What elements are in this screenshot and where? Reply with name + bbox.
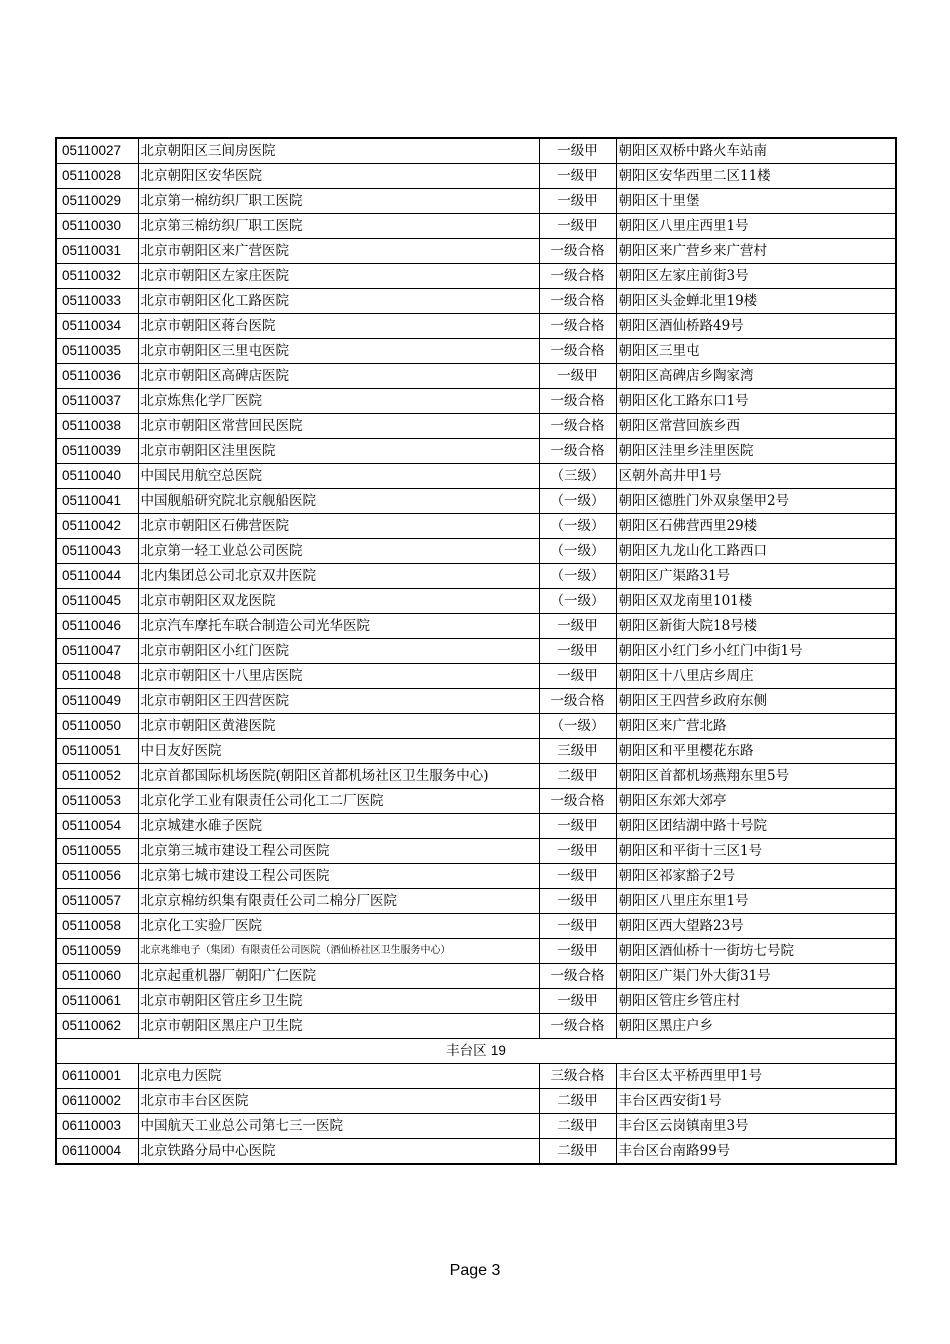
table-row [56,1139,896,1165]
table-row [56,964,896,989]
hospital-name-cell: 中国民用航空总医院 [138,464,539,489]
table-row [56,264,896,289]
hospital-name-cell: 北内集团总公司北京双井医院 [138,564,539,589]
table-row [56,539,896,564]
table-row [56,764,896,789]
hospital-name-cell: 北京市朝阳区王四营医院 [138,689,539,714]
hospital-name-cell: 中国舰船研究院北京舰船医院 [138,489,539,514]
hospital-name-cell: 北京市朝阳区黑庄户卫生院 [138,1014,539,1039]
hospital-name-cell: 北京市朝阳区蒋台医院 [138,314,539,339]
hospital-level-cell: 一级合格 [539,264,616,289]
hospital-code-cell: 05110034 [56,314,138,339]
hospital-address-cell: 朝阳区十里堡 [616,189,896,214]
table-row [56,689,896,714]
hospital-address-cell: 朝阳区石佛营西里29楼 [616,514,896,539]
section-district-name: 丰台区 [446,1043,487,1059]
table-row [56,1114,896,1139]
section-hospital-count: 19 [490,1043,506,1058]
table-row [56,914,896,939]
hospital-level-cell: （一级） [539,539,616,564]
hospital-address-cell: 朝阳区化工路东口1号 [616,389,896,414]
hospital-code-cell: 06110001 [56,1064,138,1089]
hospital-level-cell: 一级合格 [539,439,616,464]
table-row [56,514,896,539]
table-row [56,864,896,889]
hospital-name-cell: 北京起重机器厂朝阳广仁医院 [138,964,539,989]
hospital-level-cell: 一级甲 [539,914,616,939]
hospital-name-cell: 北京第三棉纺织厂职工医院 [138,214,539,239]
hospital-code-cell: 05110051 [56,739,138,764]
hospital-address-cell: 朝阳区洼里乡洼里医院 [616,439,896,464]
page-number: Page 3 [449,1262,501,1279]
section-header-cell [56,1039,896,1064]
hospital-level-cell: 一级合格 [539,389,616,414]
table-row [56,1089,896,1114]
hospital-name-cell: 北京市朝阳区十八里店医院 [138,664,539,689]
hospital-name-cell: 北京市朝阳区洼里医院 [138,439,539,464]
hospital-table [55,137,897,1165]
hospital-address-cell: 朝阳区管庄乡管庄村 [616,989,896,1014]
hospital-address-cell: 朝阳区来广营乡来广营村 [616,239,896,264]
table-row [56,789,896,814]
hospital-name-cell: 北京朝阳区三间房医院 [138,138,539,164]
table-row [56,364,896,389]
hospital-name-cell: 北京朝阳区安华医院 [138,164,539,189]
hospital-name-cell: 北京市丰台区医院 [138,1089,539,1114]
hospital-level-cell: 一级甲 [539,138,616,164]
hospital-level-cell: 一级合格 [539,289,616,314]
hospital-address-cell: 朝阳区安华西里二区11楼 [616,164,896,189]
hospital-address-cell: 朝阳区三里屯 [616,339,896,364]
hospital-name-cell: 北京电力医院 [138,1064,539,1089]
hospital-level-cell: （一级） [539,589,616,614]
table-row [56,639,896,664]
hospital-address-cell: 朝阳区双桥中路火车站南 [616,138,896,164]
hospital-code-cell: 05110045 [56,589,138,614]
hospital-address-cell: 朝阳区十八里店乡周庄 [616,664,896,689]
hospital-code-cell: 05110039 [56,439,138,464]
hospital-level-cell: 一级合格 [539,339,616,364]
hospital-code-cell: 05110060 [56,964,138,989]
hospital-address-cell: 朝阳区首都机场燕翔东里5号 [616,764,896,789]
hospital-level-cell: 一级合格 [539,239,616,264]
hospital-code-cell: 06110002 [56,1089,138,1114]
hospital-code-cell: 05110028 [56,164,138,189]
hospital-name-cell: 北京市朝阳区来广营医院 [138,239,539,264]
table-row [56,414,896,439]
hospital-name-cell: 北京市朝阳区小红门医院 [138,639,539,664]
hospital-name-cell: 中日友好医院 [138,739,539,764]
table-row [56,339,896,364]
hospital-address-cell: 朝阳区和平街十三区1号 [616,839,896,864]
hospital-level-cell: （三级） [539,464,616,489]
hospital-address-cell: 朝阳区高碑店乡陶家湾 [616,364,896,389]
table-row [56,664,896,689]
hospital-level-cell: 一级甲 [539,814,616,839]
hospital-table-body [56,138,896,1164]
hospital-code-cell: 05110046 [56,614,138,639]
hospital-code-cell: 05110032 [56,264,138,289]
hospital-level-cell: 一级合格 [539,964,616,989]
hospital-level-cell: 一级合格 [539,414,616,439]
hospital-level-cell: 一级甲 [539,189,616,214]
hospital-code-cell: 05110061 [56,989,138,1014]
hospital-address-cell: 朝阳区酒仙桥路49号 [616,314,896,339]
hospital-address-cell: 丰台区太平桥西里甲1号 [616,1064,896,1089]
hospital-code-cell: 05110049 [56,689,138,714]
hospital-address-cell: 朝阳区左家庄前街3号 [616,264,896,289]
hospital-address-cell: 朝阳区常营回族乡西 [616,414,896,439]
hospital-level-cell: 一级甲 [539,214,616,239]
hospital-level-cell: （一级） [539,489,616,514]
hospital-name-cell: 北京市朝阳区左家庄医院 [138,264,539,289]
hospital-address-cell: 朝阳区德胜门外双泉堡甲2号 [616,489,896,514]
hospital-address-cell: 朝阳区小红门乡小红门中街1号 [616,639,896,664]
hospital-code-cell: 05110047 [56,639,138,664]
hospital-address-cell: 朝阳区头金蝉北里19楼 [616,289,896,314]
hospital-level-cell: （一级） [539,514,616,539]
hospital-address-cell: 朝阳区和平里樱花东路 [616,739,896,764]
hospital-code-cell: 05110043 [56,539,138,564]
hospital-code-cell: 05110027 [56,138,138,164]
hospital-code-cell: 06110003 [56,1114,138,1139]
hospital-name-cell: 北京市朝阳区黄港医院 [138,714,539,739]
hospital-code-cell: 05110036 [56,364,138,389]
table-row [56,489,896,514]
table-row [56,389,896,414]
table-row [56,889,896,914]
hospital-name-cell: 北京化工实验厂医院 [138,914,539,939]
hospital-code-cell: 05110054 [56,814,138,839]
hospital-level-cell: 一级甲 [539,839,616,864]
hospital-level-cell: 一级甲 [539,639,616,664]
table-row [56,739,896,764]
hospital-code-cell: 05110044 [56,564,138,589]
hospital-address-cell: 朝阳区新街大院18号楼 [616,614,896,639]
table-row [56,189,896,214]
hospital-code-cell: 05110042 [56,514,138,539]
hospital-level-cell: 一级甲 [539,364,616,389]
hospital-level-cell: 一级合格 [539,1014,616,1039]
hospital-code-cell: 05110059 [56,939,138,964]
hospital-code-cell: 05110038 [56,414,138,439]
section-header-row [56,1039,896,1064]
hospital-address-cell: 丰台区西安街1号 [616,1089,896,1114]
table-row [56,138,896,164]
hospital-name-cell: 北京首都国际机场医院(朝阳区首都机场社区卫生服务中心) [138,764,539,789]
hospital-address-cell: 丰台区云岗镇南里3号 [616,1114,896,1139]
hospital-name-cell: 北京市朝阳区常营回民医院 [138,414,539,439]
hospital-code-cell: 05110035 [56,339,138,364]
hospital-code-cell: 06110004 [56,1139,138,1165]
hospital-address-cell: 朝阳区九龙山化工路西口 [616,539,896,564]
hospital-level-cell: （一级） [539,714,616,739]
hospital-address-cell: 朝阳区来广营北路 [616,714,896,739]
hospital-address-cell: 朝阳区团结湖中路十号院 [616,814,896,839]
table-row [56,464,896,489]
hospital-address-cell: 朝阳区八里庄东里1号 [616,889,896,914]
hospital-name-cell: 北京化学工业有限责任公司化工二厂医院 [138,789,539,814]
hospital-level-cell: 一级甲 [539,864,616,889]
table-row [56,289,896,314]
hospital-name-cell: 北京市朝阳区高碑店医院 [138,364,539,389]
table-row [56,989,896,1014]
hospital-code-cell: 05110062 [56,1014,138,1039]
hospital-address-cell: 朝阳区广渠路31号 [616,564,896,589]
hospital-code-cell: 05110048 [56,664,138,689]
hospital-name-cell: 北京第一轻工业总公司医院 [138,539,539,564]
table-row [56,564,896,589]
hospital-level-cell: 一级甲 [539,889,616,914]
table-row [56,239,896,264]
hospital-address-cell: 朝阳区酒仙桥十一街坊七号院 [616,939,896,964]
hospital-name-cell: 北京市朝阳区化工路医院 [138,289,539,314]
hospital-name-cell: 北京市朝阳区管庄乡卫生院 [138,989,539,1014]
table-row [56,589,896,614]
hospital-level-cell: 一级甲 [539,164,616,189]
table-row [56,714,896,739]
hospital-code-cell: 05110031 [56,239,138,264]
hospital-name-cell: 北京京棉纺织集有限责任公司二棉分厂医院 [138,889,539,914]
hospital-code-cell: 05110056 [56,864,138,889]
hospital-level-cell: 一级合格 [539,314,616,339]
hospital-address-cell: 朝阳区王四营乡政府东侧 [616,689,896,714]
hospital-name-cell: 北京汽车摩托车联合制造公司光华医院 [138,614,539,639]
hospital-name-cell: 北京市朝阳区双龙医院 [138,589,539,614]
hospital-address-cell: 朝阳区双龙南里101楼 [616,589,896,614]
hospital-level-cell: 一级甲 [539,664,616,689]
hospital-name-cell: 北京市朝阳区石佛营医院 [138,514,539,539]
hospital-level-cell: 一级甲 [539,614,616,639]
hospital-address-cell: 丰台区台南路99号 [616,1139,896,1165]
hospital-address-cell: 朝阳区黑庄户乡 [616,1014,896,1039]
hospital-level-cell: 二级甲 [539,764,616,789]
table-row [56,1064,896,1089]
hospital-address-cell: 朝阳区广渠门外大街31号 [616,964,896,989]
hospital-name-cell: 中国航天工业总公司第七三一医院 [138,1114,539,1139]
hospital-code-cell: 05110029 [56,189,138,214]
hospital-level-cell: 二级甲 [539,1139,616,1165]
hospital-name-cell: 北京第一棉纺织厂职工医院 [138,189,539,214]
table-row [56,439,896,464]
hospital-level-cell: 一级甲 [539,989,616,1014]
hospital-level-cell: 一级合格 [539,789,616,814]
hospital-address-cell: 朝阳区八里庄西里1号 [616,214,896,239]
table-row [56,814,896,839]
hospital-name-cell: 北京铁路分局中心医院 [138,1139,539,1165]
hospital-code-cell: 05110030 [56,214,138,239]
table-row [56,614,896,639]
hospital-level-cell: 三级甲 [539,739,616,764]
table-row [56,939,896,964]
hospital-name-cell: 北京第三城市建设工程公司医院 [138,839,539,864]
hospital-code-cell: 05110050 [56,714,138,739]
table-row [56,1014,896,1039]
hospital-level-cell: 一级合格 [539,689,616,714]
table-row [56,164,896,189]
hospital-level-cell: 二级甲 [539,1089,616,1114]
hospital-level-cell: 三级合格 [539,1064,616,1089]
hospital-name-cell: 北京炼焦化学厂医院 [138,389,539,414]
hospital-name-cell: 北京兆维电子（集团）有限责任公司医院（酒仙桥社区卫生服务中心） [138,939,539,964]
hospital-level-cell: 二级甲 [539,1114,616,1139]
hospital-code-cell: 05110041 [56,489,138,514]
hospital-level-cell: 一级甲 [539,939,616,964]
hospital-address-cell: 区朝外高井甲1号 [616,464,896,489]
table-row [56,314,896,339]
table-row [56,839,896,864]
hospital-code-cell: 05110037 [56,389,138,414]
hospital-code-cell: 05110053 [56,789,138,814]
hospital-name-cell: 北京市朝阳区三里屯医院 [138,339,539,364]
hospital-level-cell: （一级） [539,564,616,589]
table-row [56,214,896,239]
hospital-code-cell: 05110057 [56,889,138,914]
hospital-address-cell: 朝阳区东郊大郊亭 [616,789,896,814]
hospital-code-cell: 05110052 [56,764,138,789]
hospital-code-cell: 05110055 [56,839,138,864]
hospital-name-cell: 北京城建水碓子医院 [138,814,539,839]
hospital-code-cell: 05110040 [56,464,138,489]
hospital-code-cell: 05110058 [56,914,138,939]
hospital-address-cell: 朝阳区祁家豁子2号 [616,864,896,889]
hospital-name-cell: 北京第七城市建设工程公司医院 [138,864,539,889]
hospital-address-cell: 朝阳区西大望路23号 [616,914,896,939]
hospital-code-cell: 05110033 [56,289,138,314]
